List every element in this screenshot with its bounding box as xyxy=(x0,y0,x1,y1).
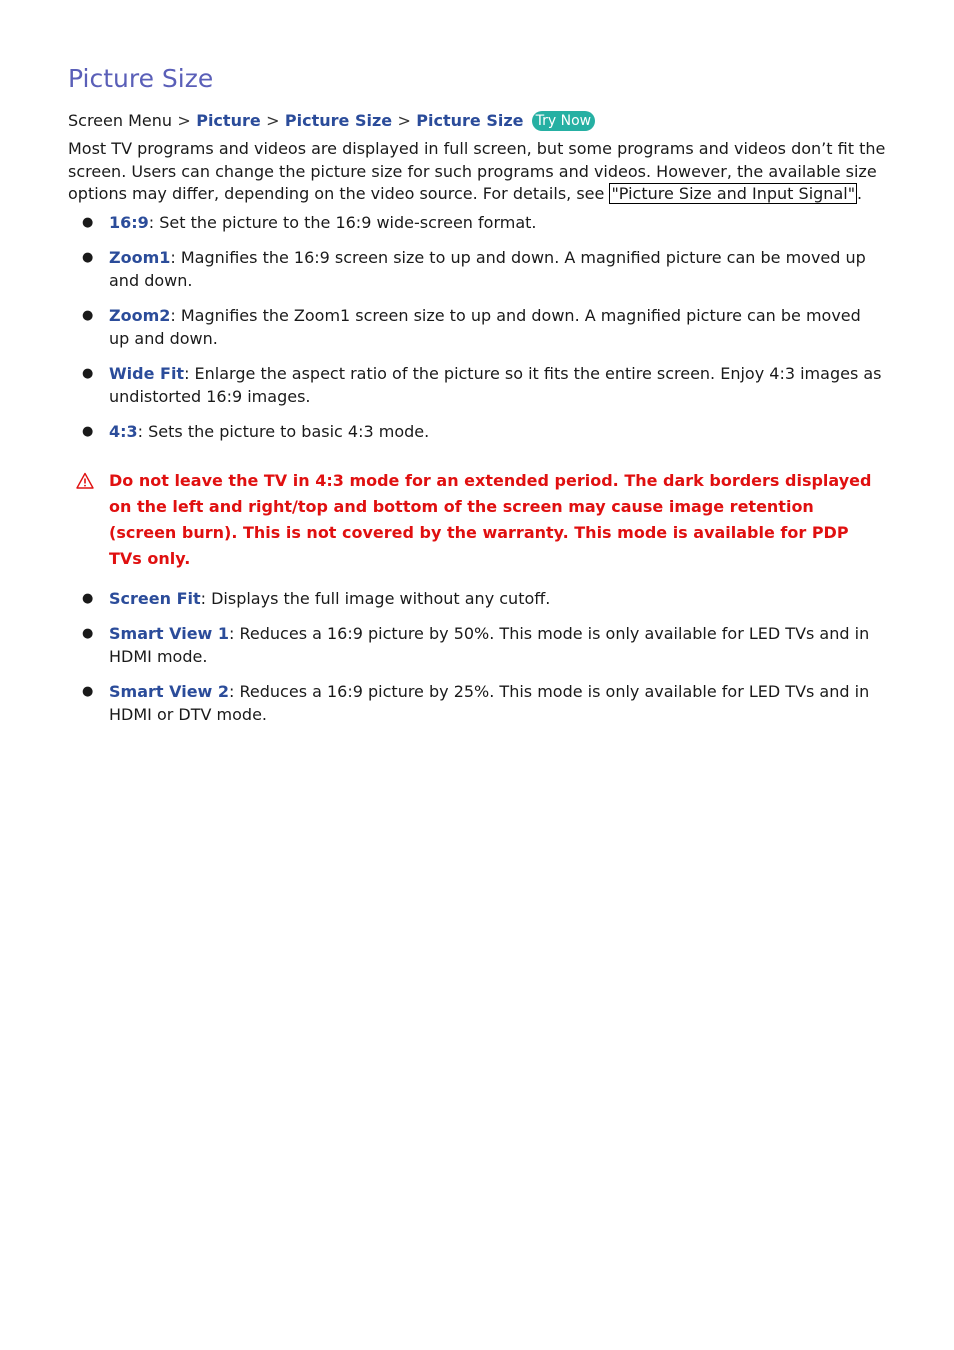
list-item xyxy=(68,212,886,235)
option-description: : Set the picture to the 16:9 wide-screen format. xyxy=(148,212,537,232)
try-now-button[interactable]: Try Now xyxy=(532,111,595,131)
page-content xyxy=(68,62,886,739)
option-term: 4:3 xyxy=(109,422,138,441)
list-item xyxy=(68,588,886,611)
intro-end: . xyxy=(857,184,863,203)
bullet-icon: ● xyxy=(82,366,94,381)
option-term: Screen Fit xyxy=(109,588,201,608)
breadcrumb-separator: > xyxy=(266,111,280,130)
bullet-icon: ● xyxy=(82,308,94,323)
list-item xyxy=(68,681,886,726)
bullet-icon: ● xyxy=(82,424,94,439)
list-item xyxy=(68,363,886,408)
option-term: Wide Fit xyxy=(109,364,185,383)
option-description: : Reduces a 16:9 picture by 50%. This mode is only available for LED TVs and in HDMI mode. xyxy=(109,624,870,666)
warning-triangle-icon xyxy=(76,472,94,490)
option-description: : Sets the picture to basic 4:3 mode. xyxy=(137,422,430,441)
cross-reference-link[interactable]: "Picture Size and Input Signal" xyxy=(611,184,856,203)
list-item xyxy=(68,421,886,444)
breadcrumb-separator: > xyxy=(177,111,191,130)
option-description: : Magnifies the Zoom1 screen size to up and down. A magnified picture can be moved up and down. xyxy=(109,306,861,348)
picture-size-options-list xyxy=(68,212,886,444)
bullet-icon: ● xyxy=(82,250,94,265)
list-item xyxy=(68,623,886,668)
breadcrumb-item-picture-size[interactable]: Picture Size xyxy=(284,111,393,130)
page-title: Picture Size xyxy=(68,64,214,93)
warning-note xyxy=(68,468,886,572)
option-description: : Reduces a 16:9 picture by 25%. This mode is only available for LED TVs and in HDMI or DTV mode. xyxy=(109,682,870,724)
intro-paragraph xyxy=(68,138,886,206)
breadcrumb-item-picture[interactable]: Picture xyxy=(196,111,261,130)
breadcrumb-item-picture-size-setting[interactable]: Picture Size xyxy=(416,111,524,130)
option-description: : Displays the full image without any cutoff. xyxy=(200,588,551,608)
option-term: Smart View 1 xyxy=(109,624,230,643)
warning-text: Do not leave the TV in 4:3 mode for an extended period. The dark borders displayed on the left and right/top and bottom of the screen may cause image retention (screen burn). This is not covered by the warranty. This mode is available for PDP TVs only. xyxy=(109,470,872,568)
option-term: 16:9 xyxy=(109,212,149,232)
option-description: : Enlarge the aspect ratio of the picture so it fits the entire screen. Enjoy 4:3 images as undistorted 16:9 images. xyxy=(109,364,882,406)
option-term: Zoom2 xyxy=(109,306,171,325)
breadcrumb-root: Screen Menu xyxy=(68,111,173,130)
bullet-icon: ● xyxy=(82,214,94,230)
list-item xyxy=(68,305,886,350)
breadcrumb-separator: > xyxy=(397,111,411,130)
breadcrumb xyxy=(68,110,886,132)
option-description: : Magnifies the 16:9 screen size to up and down. A magnified picture can be moved up and down. xyxy=(109,248,866,290)
picture-size-options-list-continued xyxy=(68,588,886,727)
list-item xyxy=(68,247,886,292)
intro-text: Most TV programs and videos are displayed in full screen, but some programs and videos don’t fit the screen. Users can change the picture size for such programs and videos. However, the available size options may differ, depending on the video source. For details, see xyxy=(68,139,886,203)
option-term: Zoom1 xyxy=(109,248,171,267)
bullet-icon: ● xyxy=(82,590,94,606)
option-term: Smart View 2 xyxy=(109,682,230,701)
bullet-icon: ● xyxy=(82,626,94,641)
bullet-icon: ● xyxy=(82,684,94,699)
